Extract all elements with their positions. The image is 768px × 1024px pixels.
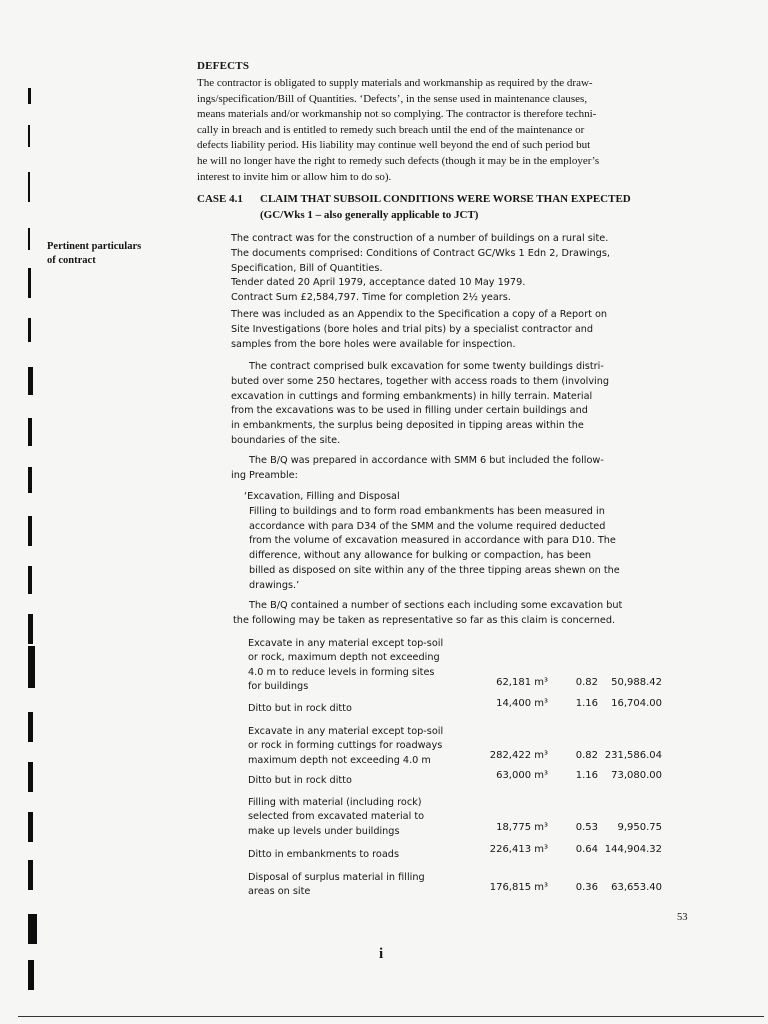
bq-amount: 63,653.40 xyxy=(611,882,662,893)
text-line: from the excavations was to be used in filling under certain buildings and xyxy=(231,405,588,417)
text-line: boundaries of the site. xyxy=(231,434,341,446)
binding-mark xyxy=(28,125,30,147)
bq-rate: 1.16 xyxy=(575,770,598,781)
bq-description xyxy=(248,637,468,694)
text-line: maximum depth not exceeding 4.0 m xyxy=(248,754,431,766)
text-line: Filling with material (including rock) xyxy=(248,797,422,808)
binding-mark xyxy=(28,367,33,395)
bottom-rule xyxy=(18,1016,764,1017)
text-line: cally in breach and is entitled to remedy such breach until the end of the maintenance or xyxy=(197,123,585,136)
binding-mark xyxy=(28,268,31,298)
appendix-paragraph xyxy=(231,308,659,352)
bq-quantity: 226,413 m³ xyxy=(489,844,548,855)
binding-mark xyxy=(28,614,33,644)
binding-mark xyxy=(28,418,32,446)
text-line: he will no longer have the right to remedy such defects (though it may be in the employer’s xyxy=(197,154,600,167)
text-line: or rock, maximum depth not exceeding xyxy=(248,652,440,664)
text-line: difference, without any allowance for bulking or compaction, has been xyxy=(249,550,592,562)
text-line: selected from excavated material to xyxy=(248,811,425,823)
text-line: make up levels under buildings xyxy=(248,825,400,837)
text-line: There was included as an Appendix to the Specification a copy of a Report on xyxy=(231,309,608,320)
case-number: CASE 4.1 xyxy=(197,193,243,205)
text-line: Tender dated 20 April 1979, acceptance dated 10 May 1979. xyxy=(231,277,526,289)
text-line: Specification, Bill of Quantities. xyxy=(231,262,383,274)
text-line: Ditto but in rock ditto xyxy=(248,703,352,714)
page-number: 53 xyxy=(677,912,688,923)
text-line: buted over some 250 hectares, together with access roads to them (involving xyxy=(231,375,610,387)
text-line: 4.0 m to reduce levels in forming sites xyxy=(248,666,435,678)
text-line: The B/Q contained a number of sections each including some excavation but xyxy=(249,600,623,611)
defects-heading: DEFECTS xyxy=(197,60,250,72)
text-line: Contract Sum £2,584,797. Time for completion 2½ years. xyxy=(231,292,511,304)
text-line: ings/specification/Bill of Quantities. ‘Defects’, in the sense used in maintenance clauses, xyxy=(197,92,588,105)
binding-mark xyxy=(28,712,33,742)
preamble-title: ‘Excavation, Filling and Disposal xyxy=(244,491,400,502)
margin-note xyxy=(47,240,177,268)
text-line: from the volume of excavation measured in accordance with para D10. The xyxy=(249,535,616,547)
text-line: defects liability period. His liability may continue well beyond the end of such period but xyxy=(197,139,591,152)
text-line: The contract was for the construction of a number of buildings on a rural site. xyxy=(231,233,609,244)
bq-rate: 1.16 xyxy=(575,698,598,709)
bq-quantity: 18,775 m³ xyxy=(496,822,548,833)
text-line: in embankments, the surplus being deposited in tipping areas within the xyxy=(231,420,584,432)
bq-quantity: 14,400 m³ xyxy=(496,698,548,709)
bq-description xyxy=(248,702,468,716)
binding-mark xyxy=(28,914,37,944)
bq-rate: 0.64 xyxy=(575,844,598,855)
bulk-excavation-paragraph xyxy=(231,360,659,449)
bq-description xyxy=(248,871,468,900)
case-heading xyxy=(197,192,697,223)
bq-description xyxy=(248,848,468,862)
footer-mark: i xyxy=(379,946,384,962)
bq-description xyxy=(248,774,468,788)
text-line: Excavate in any material except top-soil xyxy=(248,638,444,649)
binding-mark xyxy=(28,318,31,342)
bq-amount: 9,950.75 xyxy=(617,822,662,833)
text-line: Site Investigations (bore holes and trial pits) by a specialist contractor and xyxy=(231,323,594,335)
sections-paragraph xyxy=(233,599,673,629)
text-line: means materials and/or workmanship not so complying. The contractor is therefore techni- xyxy=(197,108,597,121)
text-line: billed as disposed on site within any of the three tipping areas shewn on the xyxy=(249,564,620,576)
text-line: or rock in forming cuttings for roadways xyxy=(248,740,443,752)
bq-quantity: 282,422 m³ xyxy=(489,750,548,761)
bq-rate: 0.36 xyxy=(575,882,598,893)
bq-quantity: 62,181 m³ xyxy=(496,677,548,688)
text-line: the following may be taken as representative so far as this claim is concerned. xyxy=(233,614,616,626)
binding-mark xyxy=(28,228,30,250)
binding-mark xyxy=(28,172,30,202)
bq-rate: 0.53 xyxy=(575,822,598,833)
text-line: Filling to buildings and to form road embankments has been measured in xyxy=(249,505,605,517)
bq-amount: 231,586.04 xyxy=(604,750,662,761)
particulars-paragraph xyxy=(231,232,659,306)
text-line: excavation in cuttings and forming embankments) in hilly terrain. Material xyxy=(231,390,593,402)
bq-amount: 73,080.00 xyxy=(611,770,662,781)
case-title: CLAIM THAT SUBSOIL CONDITIONS WERE WORSE THAN EXPECTED xyxy=(260,193,631,205)
text-line: The contract comprised bulk excavation for some twenty buildings distri- xyxy=(249,361,604,372)
text-line: samples from the bore holes were available for inspection. xyxy=(231,338,516,350)
defects-paragraph xyxy=(197,76,685,185)
text-line: The B/Q was prepared in accordance with SMM 6 but included the follow- xyxy=(249,455,604,466)
binding-mark xyxy=(28,646,35,688)
bq-quantity: 176,815 m³ xyxy=(489,882,548,893)
text-line: accordance with para D34 of the SMM and the volume required deducted xyxy=(249,520,606,532)
text-line: Ditto but in rock ditto xyxy=(248,775,352,786)
text-line: Ditto in embankments to roads xyxy=(248,849,399,860)
bq-amount: 16,704.00 xyxy=(611,698,662,709)
binding-mark xyxy=(28,762,33,792)
binding-mark xyxy=(28,516,32,546)
bq-amount: 50,988.42 xyxy=(611,677,662,688)
bq-amount: 144,904.32 xyxy=(604,844,662,855)
bq-quantity: 63,000 m³ xyxy=(496,770,548,781)
bq-paragraph xyxy=(231,454,659,484)
bq-description xyxy=(248,725,468,768)
text-line: Excavate in any material except top-soil xyxy=(248,726,444,737)
text-line: ing Preamble: xyxy=(231,469,298,481)
case-subtitle: (GC/Wks 1 – also generally applicable to JCT) xyxy=(260,208,479,221)
binding-mark xyxy=(28,812,33,842)
margin-note-line: Pertinent particulars xyxy=(47,241,142,252)
bq-rate: 0.82 xyxy=(575,677,598,688)
text-line: The contractor is obligated to supply materials and workmanship as required by the draw- xyxy=(197,77,593,89)
text-line: for buildings xyxy=(248,680,309,692)
text-line: drawings.’ xyxy=(249,579,300,591)
text-line: interest to invite him or allow him to do so). xyxy=(197,170,392,183)
binding-mark xyxy=(28,88,31,104)
binding-mark xyxy=(28,860,33,890)
bq-rate: 0.82 xyxy=(575,750,598,761)
text-line: The documents comprised: Conditions of Contract GC/Wks 1 Edn 2, Drawings, xyxy=(231,247,610,259)
preamble-quote xyxy=(244,490,662,594)
text-line: Disposal of surplus material in filling xyxy=(248,872,425,883)
text-line: areas on site xyxy=(248,886,311,898)
binding-mark xyxy=(28,566,32,594)
margin-note-line: of contract xyxy=(47,255,96,266)
binding-mark xyxy=(28,960,34,990)
bq-description xyxy=(248,796,468,839)
binding-mark xyxy=(28,467,32,493)
